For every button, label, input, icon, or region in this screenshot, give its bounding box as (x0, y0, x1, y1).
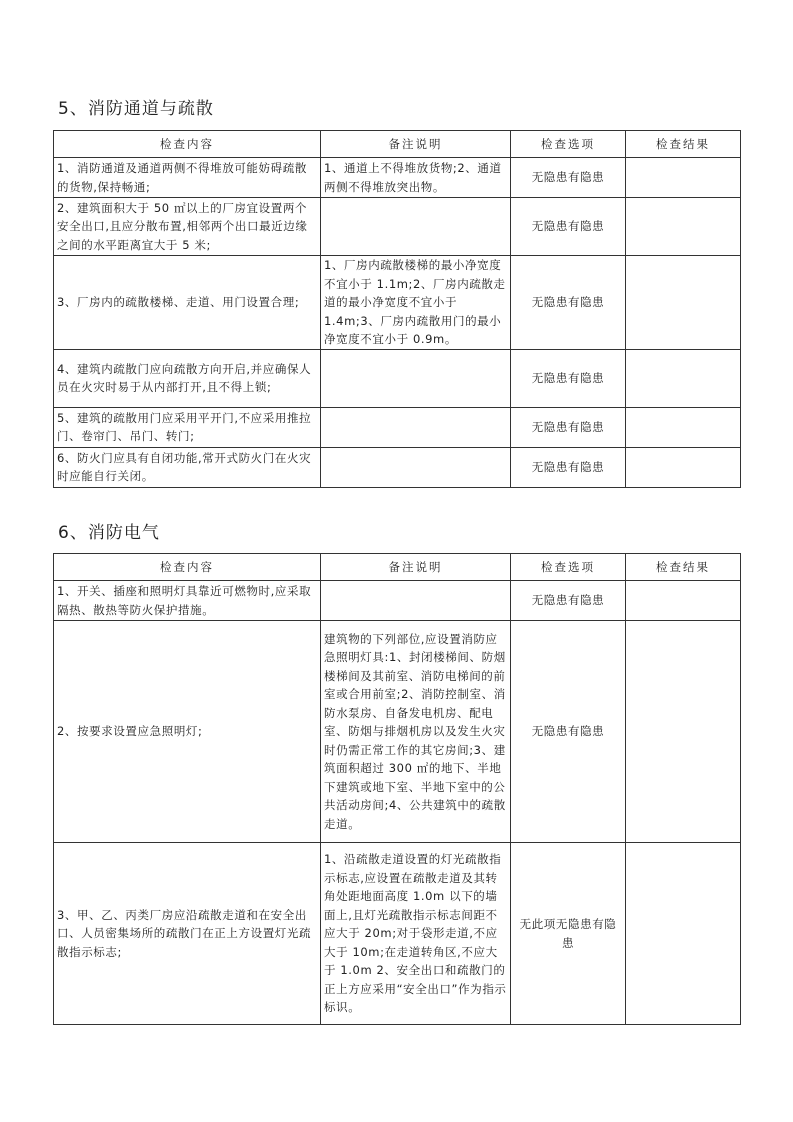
check-note (321, 198, 511, 256)
check-result[interactable] (626, 158, 741, 198)
table-header-row (54, 131, 741, 158)
header-content: 检查内容 (54, 131, 321, 158)
table-row (54, 407, 741, 447)
check-note (321, 349, 511, 407)
check-option[interactable]: 无此项无隐患有隐患 (511, 843, 626, 1025)
check-note (321, 447, 511, 487)
header-option: 检查选项 (511, 554, 626, 581)
header-result: 检查结果 (626, 131, 741, 158)
check-option[interactable]: 无隐患有隐患 (511, 349, 626, 407)
table-row (54, 256, 741, 350)
table-row (54, 158, 741, 198)
header-option: 检查选项 (511, 131, 626, 158)
check-content: 4、建筑内疏散门应向疏散方向开启,并应确保人员在火灾时易于从内部打开,且不得上锁; (54, 349, 321, 407)
check-option[interactable]: 无隐患有隐患 (511, 407, 626, 447)
table-row (54, 843, 741, 1025)
check-content: 6、防火门应具有自闭功能,常开式防火门在火灾时应能自行关闭。 (54, 447, 321, 487)
section-title: 5、消防通道与疏散 (58, 99, 214, 119)
check-option[interactable]: 无隐患有隐患 (511, 581, 626, 621)
check-result[interactable] (626, 447, 741, 487)
check-content: 3、厂房内的疏散楼梯、走道、用门设置合理; (54, 256, 321, 350)
check-content: 5、建筑的疏散用门应采用平开门,不应采用推拉门、卷帘门、吊门、转门; (54, 407, 321, 447)
check-content: 3、甲、乙、丙类厂房应沿疏散走道和在安全出口、人员密集场所的疏散门在正上方设置灯光疏散指示标志; (54, 843, 321, 1025)
check-note (321, 407, 511, 447)
check-result[interactable] (626, 407, 741, 447)
check-option[interactable]: 无隐患有隐患 (511, 158, 626, 198)
header-content: 检查内容 (54, 554, 321, 581)
check-note: 1、沿疏散走道设置的灯光疏散指示标志,应设置在疏散走道及其转角处距地面高度 1.0m 以下的墙面上,且灯光疏散指示标志间距不应大于 20m;对于袋形走道,不应大于 10m;在走道转角区,不应大于 1.0m 2、安全出口和疏散门的正上方应采用“安全出口”作为指示标识。 (321, 843, 511, 1025)
check-option[interactable]: 无隐患有隐患 (511, 256, 626, 350)
table-header-row (54, 554, 741, 581)
table-row (54, 349, 741, 407)
table-row (54, 621, 741, 843)
checklist-table (53, 553, 741, 1025)
checklist-table (53, 130, 741, 488)
check-note (321, 581, 511, 621)
check-note: 建筑物的下列部位,应设置消防应急照明灯具:1、封闭楼梯间、防烟楼梯间及其前室、消防电梯间的前室或合用前室;2、消防控制室、消防水泵房、自备发电机房、配电室、防烟与排烟机房以及发生火灾时仍需正常工作的其它房间;3、建筑面积超过 300 ㎡的地下、半地下建筑或地下室、半地下室中的公共活动房间;4、公共建筑中的疏散走道。 (321, 621, 511, 843)
header-result: 检查结果 (626, 554, 741, 581)
check-option[interactable]: 无隐患有隐患 (511, 198, 626, 256)
check-content: 1、消防通道及通道两侧不得堆放可能妨碍疏散的货物,保持畅通; (54, 158, 321, 198)
check-result[interactable] (626, 581, 741, 621)
table-row (54, 447, 741, 487)
check-note: 1、通道上不得堆放货物;2、通道两侧不得堆放突出物。 (321, 158, 511, 198)
check-content: 2、建筑面积大于 50 ㎡以上的厂房宜设置两个安全出口,且应分散布置,相邻两个出口最近边缘之间的水平距离宜大于 5 米; (54, 198, 321, 256)
check-result[interactable] (626, 349, 741, 407)
header-note: 备注说明 (321, 131, 511, 158)
check-result[interactable] (626, 843, 741, 1025)
check-result[interactable] (626, 256, 741, 350)
check-result[interactable] (626, 621, 741, 843)
table-row (54, 198, 741, 256)
check-content: 2、按要求设置应急照明灯; (54, 621, 321, 843)
check-note: 1、厂房内疏散楼梯的最小净宽度不宜小于 1.1m;2、厂房内疏散走道的最小净宽度不宜小于 1.4m;3、厂房内疏散用门的最小净宽度不宜小于 0.9m。 (321, 256, 511, 350)
check-option[interactable]: 无隐患有隐患 (511, 447, 626, 487)
check-content: 1、开关、插座和照明灯具靠近可燃物时,应采取隔热、散热等防火保护措施。 (54, 581, 321, 621)
check-result[interactable] (626, 198, 741, 256)
table-row (54, 581, 741, 621)
check-option[interactable]: 无隐患有隐患 (511, 621, 626, 843)
header-note: 备注说明 (321, 554, 511, 581)
section-title: 6、消防电气 (58, 523, 160, 543)
